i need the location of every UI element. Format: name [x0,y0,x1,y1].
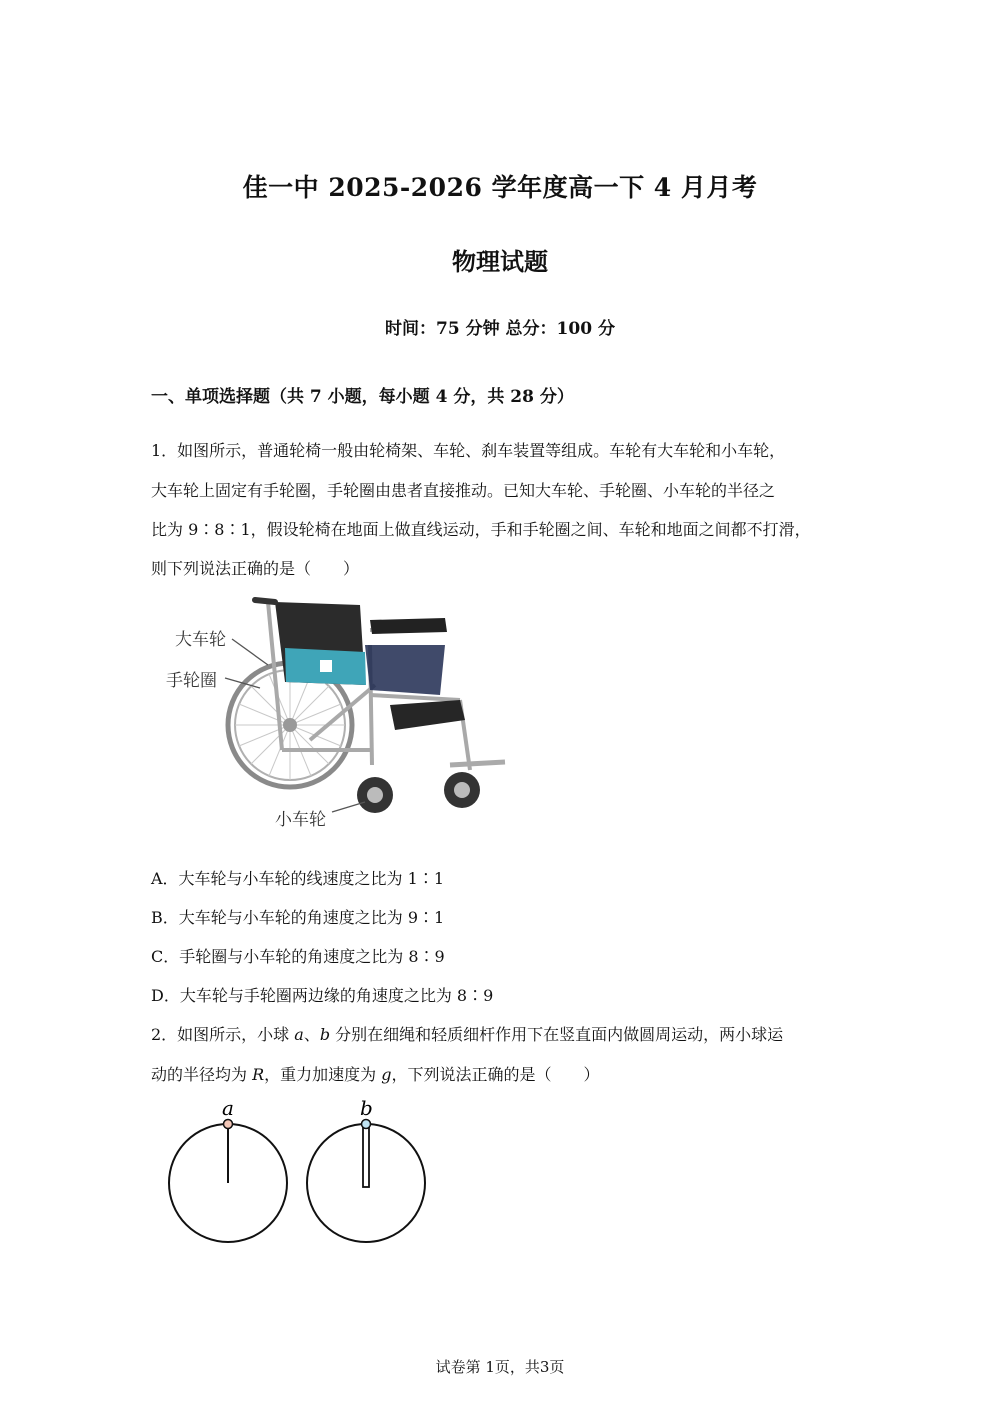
var-R: R [252,1065,265,1084]
circle-a-diagram [169,1096,287,1242]
q1-line-3: 比为 9∶8∶1，假设轮椅在地面上做直线运动，手和手轮圈之间、车轮和地面之间都不打滑， [151,520,811,539]
seat [365,645,445,695]
seat-logo [320,660,332,672]
label-a: a [222,1096,234,1120]
q1-line-1: 1．如图所示，普通轮椅一般由轮椅架、车轮、刹车装置等组成。车轮有大车轮和小车轮， [151,441,786,460]
ball-a-icon [224,1120,233,1129]
small-wheel-icon [357,772,480,813]
rod [363,1127,369,1187]
q1-option-d: D．大车轮与手轮圈两边缘的角速度之比为 8∶9 [151,986,494,1005]
q1-line-4: 则下列说法正确的是（ ） [151,559,360,578]
footrest [390,700,465,730]
var-b: b [319,1025,331,1044]
armrest [370,618,447,634]
q1-line-2: 大车轮上固定有手轮圈，手轮圈由患者直接推动。已知大车轮、手轮圈、小车轮的半径之 [151,481,776,500]
label-big-wheel: 大车轮 [175,630,226,650]
page-subtitle: 物理试题 [452,247,548,276]
ball-b-icon [362,1120,371,1129]
label-small-wheel: 小车轮 [275,810,326,830]
q1-option-c: C．手轮圈与小车轮的角速度之比为 8∶9 [151,947,445,966]
var-a: a [294,1025,304,1044]
label-hand-rim: 手轮圈 [166,671,217,691]
q2-line-1: 2．如图所示，小球 a、b 分别在细绳和轻质细杆作用下在竖直面内做圆周运动，两小球运 [151,1025,784,1044]
q1-option-b: B．大车轮与小车轮的角速度之比为 9∶1 [151,908,445,927]
q2-line-2: 动的半径均为 R，重力加速度为 g，下列说法正确的是（ ） [151,1065,600,1084]
var-g: g [381,1065,392,1084]
label-b: b [360,1096,373,1120]
circle-b-diagram [307,1096,425,1242]
page-title: 佳一中 2025-2026 学年度高一下 4 月月考 [242,173,758,202]
exam-meta: 时间：75 分钟 总分：100 分 [385,319,615,339]
wheelchair-figure [160,590,520,835]
circular-motion-figure [160,1095,440,1250]
page-footer: 试卷第 1页，共3页 [435,1358,565,1376]
section-heading: 一、单项选择题（共 7 小题，每小题 4 分，共 28 分） [151,387,574,407]
q1-option-a: A．大车轮与小车轮的线速度之比为 1∶1 [151,869,445,888]
